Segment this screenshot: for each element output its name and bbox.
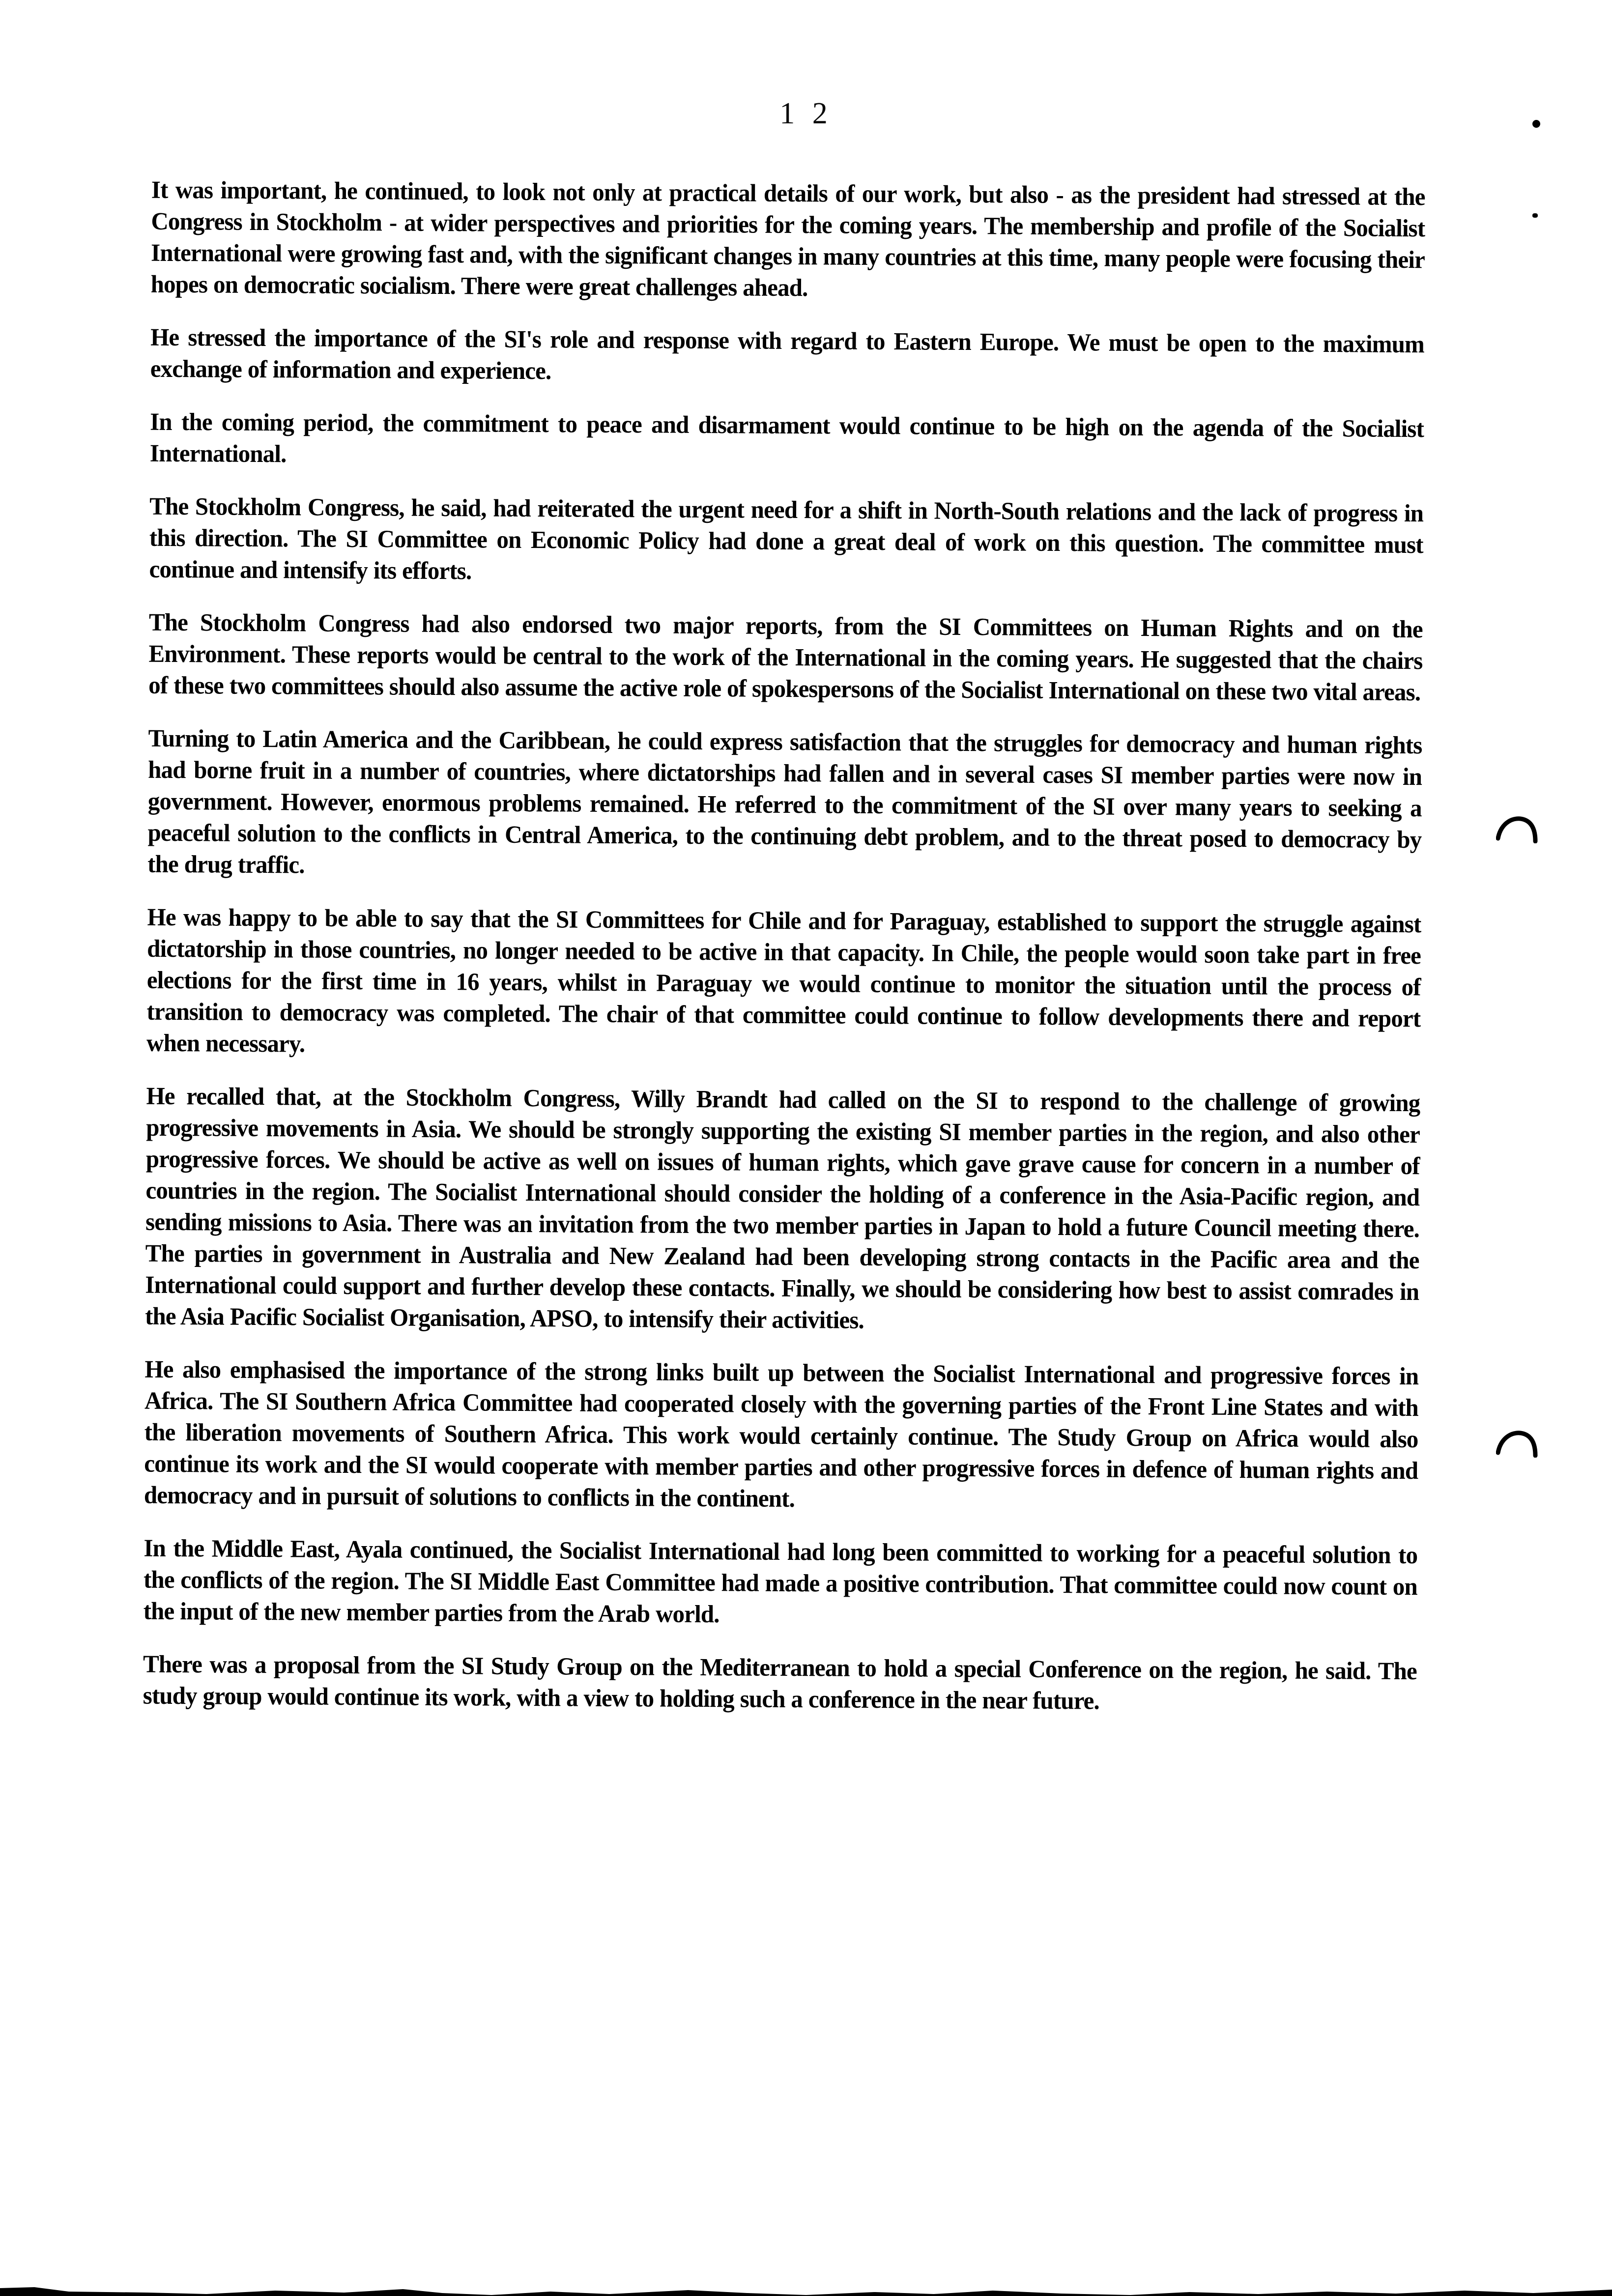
paragraph: The Stockholm Congress had also endorsed two major reports, from the SI Committees on Human Rights and on the Environment. These reports would be central to the work of the International in the coming years. He suggested that the chairs of these two committees should also assume the active role of spokespersons of the Socialist International on these two vital areas. (148, 608, 1423, 706)
ink-dot-icon (1532, 120, 1540, 128)
paragraph: He was happy to be able to say that the SI Committees for Chile and for Paraguay, established to support the struggle against dictatorship in those countries, no longer needed to be active in that capacity. In Chile, the people would soon take part in free elections for the first time in 16 years, whilst in Paraguay we would continue to monitor the situation until the process of transition to democracy was completed. The chair of that committee could continue to follow developments there and report when necessary. (146, 903, 1421, 1058)
paragraph: The Stockholm Congress, he said, had reiterated the urgent need for a shift in North-South relations and the lack of progress in this direction. The SI Committee on Economic Policy had done a great deal of work on this question. The committee must continue and intensify its efforts. (149, 492, 1424, 585)
paragraph: He recalled that, at the Stockholm Congress, Willy Brandt had called on the SI to respond to the challenge of growing progressive movements in Asia. We should be strongly supporting the existing SI member parties in the region, and also other progressive forces. We should be active as well on issues of human rights, which gave grave cause for concern in a number of countries in the region. The Socialist International should consider the holding of a conference in the Asia-Pacific region, and sending missions to Asia. There was an invitation from the two member parties in Japan to hold a future Council meeting there. The parties in government in Australia and New Zealand had been developing strong contacts in the Pacific area and the International could support and further develop these contacts. Finally, we should be considering how best to assist comrades in the Asia Pacific Socialist Organisation, APSO, to intensify their activities. (144, 1082, 1420, 1334)
handwritten-arc-mark-icon (1496, 813, 1541, 843)
paragraph: He also emphasised the importance of the strong links built up between the Socialist International and progressive forces in Africa. The SI Southern Africa Committee had cooperated closely with the governing parties of the Front Line States and with the liberation movements of Southern Africa. This work would certainly continue. The Study Group on Africa would also continue its work and the SI would cooperate with member parties and other progressive forces in defence of human rights and democracy and in pursuit of solutions to conflicts in the continent. (144, 1355, 1419, 1513)
scan-edge-artifact (0, 2283, 1612, 2296)
body-text-column (143, 174, 1465, 1719)
paragraph: In the coming period, the commitment to peace and disarmament would continue to be high on the agenda of the Socialist International. (149, 407, 1424, 468)
page-number: 1 2 (779, 97, 833, 130)
paragraph: He stressed the importance of the SI's role and response with regard to Eastern Europe. We must be open to the maximum exchange of information and experience. (150, 323, 1425, 385)
paragraph: There was a proposal from the SI Study Group on the Mediterranean to hold a special Conference on the region, he said. The study group would continue its work, with a view to holding such a conference in the near future. (143, 1650, 1417, 1715)
paragraph: It was important, he continued, to look not only at practical details of our work, but also - as the president had stressed at the Congress in Stockholm - at wider perspectives and priorities for the coming years. The membership and profile of the Socialist International were growing fast and, with the significant changes in many countries at this time, many people were focusing their hopes on democratic socialism. There were great challenges ahead. (150, 175, 1425, 302)
paragraph: Turning to Latin America and the Caribbean, he could express satisfaction that the struggles for democracy and human rights had borne fruit in a number of countries, where dictatorships had fallen and in several cases SI member parties were now in government. However, enormous problems remained. He referred to the commitment of the SI over many years to seeking a peaceful solution to the conflicts in Central America, to the continuing debt problem, and to the threat posed to democracy by the drug traffic. (147, 724, 1422, 879)
ink-dot-icon (1532, 213, 1538, 218)
handwritten-arc-mark-icon (1496, 1427, 1541, 1458)
paragraph: In the Middle East, Ayala continued, the Socialist International had long been committed to working for a peaceful solution to the conflicts of the region. The SI Middle East Committee had made a positive contribution. That committee could now count on the input of the new member parties from the Arab world. (143, 1534, 1418, 1628)
